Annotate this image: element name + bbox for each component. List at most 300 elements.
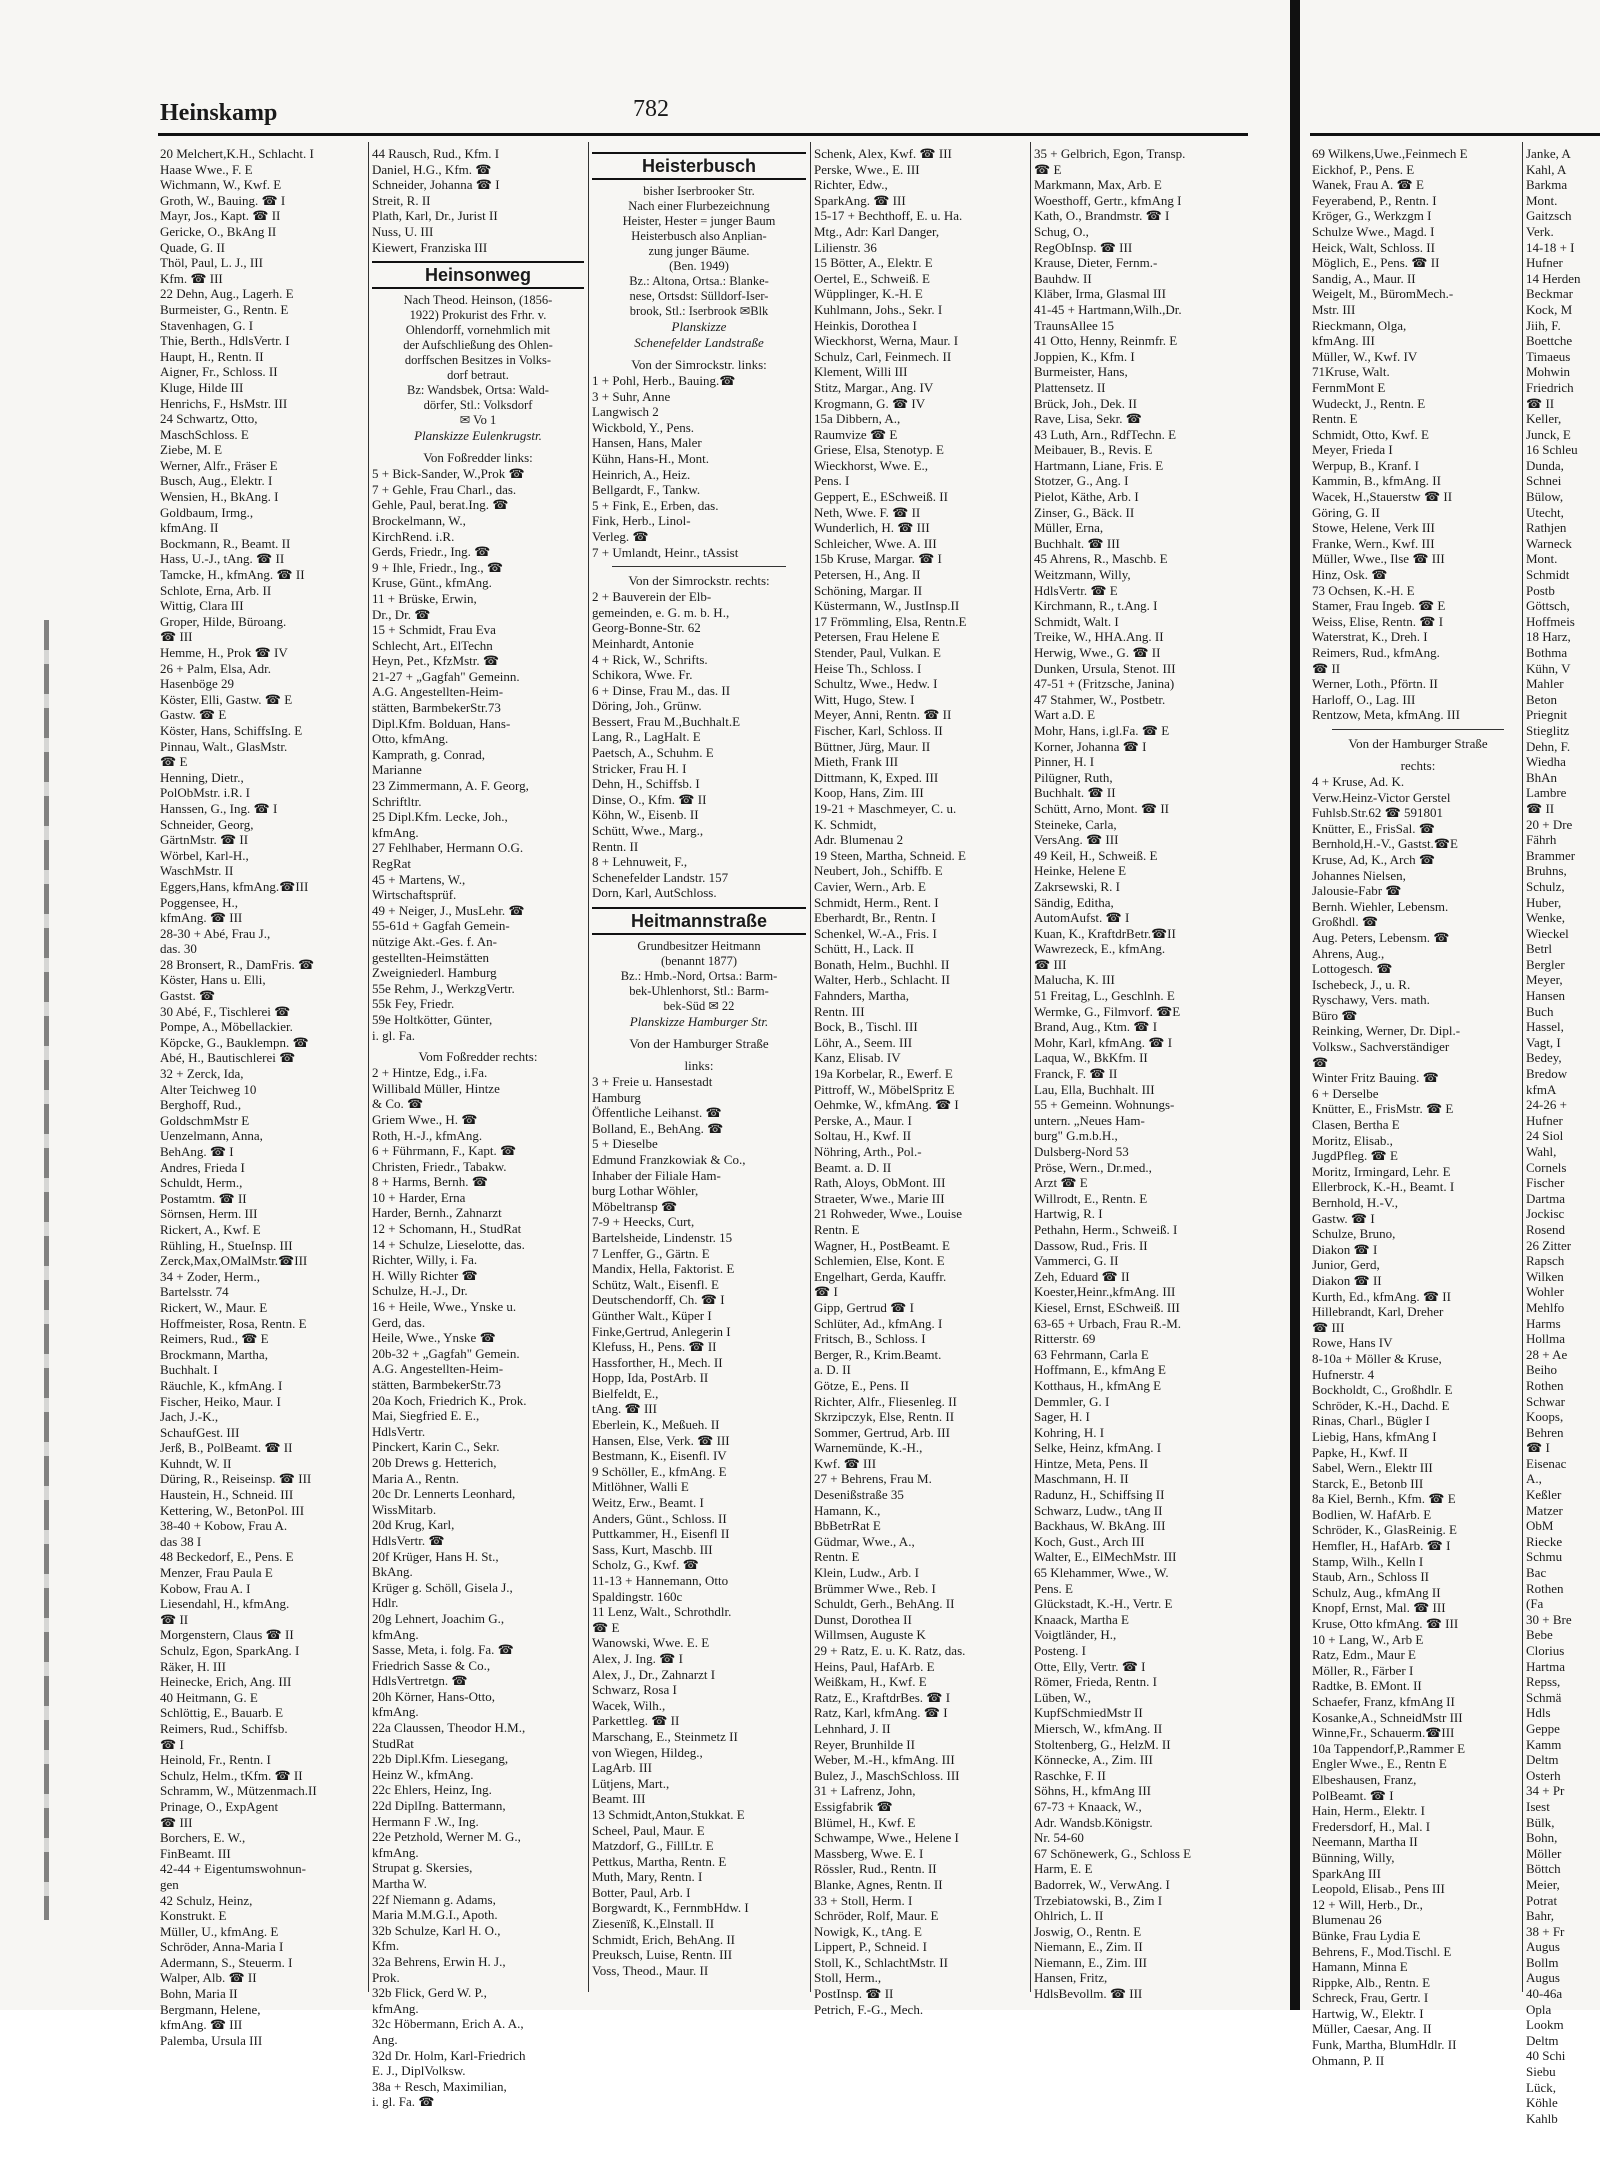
directory-entry: Stowe, Helene, Verk III bbox=[1312, 520, 1435, 536]
directory-entry: ☎ E bbox=[160, 754, 188, 770]
directory-entry: Weiss, Elise, Rentn. ☎ I bbox=[1312, 613, 1444, 629]
directory-entry: Ratz, Edm., Maur E bbox=[1312, 1647, 1416, 1663]
directory-entry: Alter Teichweg 10 bbox=[160, 1081, 257, 1097]
directory-entry: 17 Frömmling, Elsa, Rentn.E bbox=[814, 613, 967, 629]
directory-entry: Funk, Martha, BlumHdlr. II bbox=[1312, 2037, 1457, 2053]
directory-entry: Harm, E. E bbox=[1034, 1861, 1093, 1877]
directory-entry: nützige Akt.-Ges. f. An- bbox=[372, 933, 497, 949]
directory-entry: 2 + Bauverein der Elb- bbox=[592, 589, 712, 605]
street-description: der Aufschließung des Ohlen- bbox=[403, 338, 553, 353]
directory-entry: 27 Fehlhaber, Hermann O.G. bbox=[372, 840, 524, 856]
directory-entry: FernmMont E bbox=[1312, 379, 1386, 395]
directory-entry: 7 + Gehle, Frau Charl., das. bbox=[372, 481, 517, 497]
directory-entry: GoldschmMstr E bbox=[160, 1112, 250, 1128]
directory-entry: Küstermann, W., JustInsp.II bbox=[814, 598, 960, 614]
directory-entry: Weitz, Erw., Beamt. I bbox=[592, 1495, 704, 1511]
directory-entry: Hansen, Else, Verk. ☎ III bbox=[592, 1432, 730, 1448]
directory-entry: Marianne bbox=[372, 762, 422, 778]
map-reference: Schenefelder Landstraße bbox=[634, 335, 764, 350]
directory-entry: Sabel, Wern., Elektr III bbox=[1312, 1460, 1433, 1476]
directory-entry: 10a Tappendorf,P.,Rammer E bbox=[1312, 1740, 1466, 1756]
directory-entry: Clasen, Bertha E bbox=[1312, 1117, 1400, 1133]
directory-entry: 67-73 + Knaack, W., bbox=[1034, 1798, 1142, 1814]
directory-entry: Essigfabrik ☎ bbox=[814, 1798, 893, 1814]
directory-entry: 55k Fey, Friedr. bbox=[372, 996, 455, 1012]
directory-entry: 4 + Rick, W., Schrifts. bbox=[592, 651, 708, 667]
section-direction: Von der Simrockstr. links: bbox=[631, 357, 767, 372]
right-header-rule bbox=[1310, 133, 1600, 136]
directory-entry: i. gl. Fa. bbox=[372, 1027, 415, 1043]
directory-entry: Wudeckt, J., Rentn. E bbox=[1312, 395, 1426, 411]
directory-entry: Stieglitz bbox=[1526, 722, 1570, 738]
section-direction: Von der Simrockstr. rechts: bbox=[628, 573, 770, 589]
directory-entry: Petrich, F.-G., Mech. bbox=[814, 2001, 924, 2017]
directory-entry: Skrzipczyk, Else, Rentn. II bbox=[814, 1409, 955, 1425]
directory-entry: Alex, J., Dr., Zahnarzt I bbox=[592, 1666, 716, 1682]
directory-entry: Koester,Heinr.,kfmAng. III bbox=[1034, 1284, 1176, 1300]
directory-entry: Cornels bbox=[1526, 1159, 1567, 1175]
directory-entry: Hollma bbox=[1526, 1331, 1565, 1347]
directory-entry: Geppe bbox=[1526, 1720, 1560, 1736]
directory-entry: Junior, Gerd, bbox=[1312, 1257, 1380, 1273]
directory-entry: Eberhardt, Br., Rentn. I bbox=[814, 910, 936, 926]
street-description: bisher Iserbrooker Str. bbox=[643, 184, 755, 198]
directory-entry: Büttner, Jürg, Maur. II bbox=[814, 738, 931, 754]
street-description: dorf betraut. bbox=[447, 368, 509, 383]
directory-entry: Bruhns, bbox=[1526, 863, 1567, 879]
street-description: Bz: Wandsbek, Ortsa: Wald- bbox=[407, 383, 549, 398]
street-description: Grundbesitzer Heitmann bbox=[637, 939, 761, 953]
directory-entry: 7-9 + Heecks, Curt, bbox=[592, 1214, 695, 1230]
directory-entry: Rentn. E bbox=[1312, 411, 1358, 427]
directory-entry: Badorrek, W., VerwAng. I bbox=[1034, 1876, 1170, 1892]
directory-entry: Kuhndt, W. II bbox=[160, 1455, 232, 1471]
directory-entry: Rinas, Charl., Bügler I bbox=[1312, 1413, 1430, 1429]
directory-entry: Friedrich Sasse & Co., bbox=[372, 1657, 491, 1673]
directory-entry: Osterh bbox=[1526, 1767, 1561, 1783]
directory-entry: Adr. Wandsb.Königstr. bbox=[1034, 1814, 1153, 1830]
directory-entry: Räker, H. III bbox=[160, 1658, 226, 1674]
directory-entry: Leopold, Elisab., Pens III bbox=[1312, 1881, 1445, 1897]
directory-entry: BehAng. ☎ I bbox=[160, 1144, 234, 1159]
directory-entry: Schug, O., bbox=[1034, 223, 1089, 239]
directory-entry: Eisenac bbox=[1526, 1455, 1567, 1471]
directory-entry: Kurth, Ed., kfmAng. ☎ II bbox=[1312, 1288, 1451, 1304]
directory-entry: 12 + Schomann, H., StudRat bbox=[372, 1221, 522, 1237]
directory-entry: Wensien, H., BkAng. I bbox=[160, 489, 279, 505]
directory-entry: Lehnhard, J. II bbox=[814, 1720, 891, 1736]
directory-entry: Walter, Herb., Schlacht. II bbox=[814, 972, 950, 988]
directory-entry: Groth, W., Bauing. ☎ I bbox=[160, 192, 286, 208]
directory-entry: Diakon ☎ II bbox=[1312, 1272, 1382, 1288]
directory-entry: Joswig, O., Rentn. E bbox=[1034, 1923, 1142, 1939]
directory-entry: 40-46a bbox=[1526, 1986, 1563, 2002]
street-description: brook, Stl.: Iserbrook ✉Blk bbox=[629, 304, 769, 318]
directory-entry: Stoll, K., SchlachtMstr. II bbox=[814, 1954, 948, 1970]
directory-entry: kfmA bbox=[1526, 1081, 1557, 1097]
directory-entry: Kuan, K., KraftdrBetr.☎II bbox=[1034, 925, 1176, 941]
directory-entry: Köster, Elli, Gastw. ☎ E bbox=[160, 691, 293, 707]
directory-entry: Morgenstern, Claus ☎ II bbox=[160, 1627, 294, 1643]
directory-entry: HdlsBevollm. ☎ III bbox=[1034, 1986, 1143, 2002]
directory-entry: Hinz, Osk. ☎ bbox=[1312, 567, 1388, 583]
directory-entry: Lück, bbox=[1526, 2079, 1556, 2095]
directory-entry: Rothen bbox=[1526, 1377, 1564, 1393]
directory-entry: ☎ II bbox=[160, 1611, 189, 1627]
directory-entry: Möbeltransp ☎ bbox=[592, 1198, 678, 1214]
directory-entry: 5 + Dieselbe bbox=[592, 1136, 658, 1152]
directory-entry: Joppien, K., Kfm. I bbox=[1034, 348, 1135, 364]
directory-entry: Buchhalt. I bbox=[160, 1362, 218, 1378]
directory-entry: kfmAng. bbox=[372, 1844, 419, 1860]
directory-entry: Ellerbrock, K.-H., Beamt. I bbox=[1312, 1179, 1455, 1195]
directory-entry: Rentzow, Meta, kfmAng. III bbox=[1312, 707, 1460, 723]
directory-entry: Heinz W., kfmAng. bbox=[372, 1766, 474, 1782]
directory-entry: Schlemien, Else, Kont. E bbox=[814, 1253, 945, 1269]
directory-entry: Spaldingstr. 160c bbox=[592, 1588, 683, 1604]
directory-entry: Steineke, Carla, bbox=[1034, 816, 1117, 832]
directory-entry: Verw.Heinz-Victor Gerstel bbox=[1312, 789, 1451, 805]
directory-entry: Radtke, B. EMont. II bbox=[1312, 1678, 1422, 1694]
directory-entry: Treike, W., HHA.Ang. II bbox=[1034, 629, 1164, 645]
directory-entry: Müller, Wwe., Ilse ☎ III bbox=[1312, 551, 1445, 567]
directory-entry: Wörbel, Karl-H., bbox=[160, 847, 249, 863]
directory-entry: Mohr, Karl, kfmAng. ☎ I bbox=[1034, 1034, 1173, 1050]
directory-entry: Otto, kfmAng. bbox=[372, 731, 449, 747]
directory-entry: Pröse, Wern., Dr.med., bbox=[1034, 1159, 1152, 1175]
directory-entry: Meyer, bbox=[1526, 972, 1563, 988]
directory-entry: 67 Schönewerk, G., Schloss E bbox=[1034, 1845, 1192, 1861]
directory-entry: Bodlien, W. HafArb. E bbox=[1312, 1506, 1432, 1522]
directory-entry: 42-44 + Eigentumswohnun- bbox=[160, 1861, 306, 1877]
directory-entry: Meyer, Frieda I bbox=[1312, 442, 1393, 458]
directory-entry: 12 + Will, Herb., Dr., bbox=[1312, 1896, 1423, 1912]
directory-entry: Behrens, F., Mod.Tischl. E bbox=[1312, 1943, 1452, 1959]
directory-entry: 47 Stahmer, W., Postbetr. bbox=[1034, 691, 1166, 707]
directory-entry: Bestmann, K., Eisenfl. IV bbox=[592, 1448, 727, 1464]
directory-entry: Kirchmann, R., t.Ang. I bbox=[1034, 598, 1158, 614]
directory-entry: 20f Krüger, Hans H. St., bbox=[372, 1548, 499, 1564]
directory-entry: Bock, B., Tischl. III bbox=[814, 1019, 918, 1035]
directory-entry: Quade, G. II bbox=[160, 239, 225, 255]
directory-entry: RegRat bbox=[372, 856, 411, 871]
directory-entry: Pethahn, Herm., Schweiß. I bbox=[1034, 1221, 1178, 1237]
directory-entry: 20a Koch, Friedrich K., Prok. bbox=[372, 1392, 527, 1408]
directory-entry: 32 + Zerck, Ida, bbox=[160, 1066, 244, 1082]
running-head: Heinskamp bbox=[160, 100, 278, 126]
directory-entry: Berger, R., Krim.Beamt. bbox=[814, 1346, 942, 1362]
section-direction: links: bbox=[684, 1058, 714, 1073]
directory-entry: Zeh, Eduard ☎ II bbox=[1034, 1268, 1130, 1284]
directory-entry: Hufner bbox=[1526, 1112, 1563, 1128]
directory-entry: kfmAng. II bbox=[160, 520, 219, 536]
directory-entry: Liebig, Hans, kfmAng I bbox=[1312, 1428, 1437, 1444]
directory-entry: Otte, Elly, Vertr. ☎ I bbox=[1034, 1658, 1146, 1674]
directory-entry: 24-26 + bbox=[1526, 1097, 1567, 1113]
directory-entry: Volksw., Sachverständiger bbox=[1312, 1039, 1450, 1055]
directory-entry: A.G. Angestellten-Heim- bbox=[372, 1361, 504, 1377]
directory-entry: Schulz, bbox=[1526, 878, 1565, 894]
directory-entry: 34 + Zoder, Herm., bbox=[160, 1268, 260, 1284]
directory-entry: Maria M.M.G.I., Apoth. bbox=[372, 1907, 498, 1923]
directory-entry: 32d Dr. Holm, Karl-Friedrich bbox=[372, 2047, 526, 2063]
directory-entry: Jalousie-Fabr ☎ bbox=[1312, 883, 1402, 899]
directory-entry: Schröder, K., GlasReinig. E bbox=[1312, 1522, 1457, 1538]
directory-entry: Rössler, Rud., Rentn. II bbox=[814, 1861, 937, 1877]
directory-entry: Schulz, Carl, Feinmech. II bbox=[814, 348, 952, 364]
directory-entry: Schenefelder Landstr. 157 bbox=[592, 869, 729, 885]
directory-entry: Hass, U.-J., tAng. ☎ II bbox=[160, 551, 285, 567]
directory-entry: Meinhardt, Antonie bbox=[592, 635, 694, 651]
directory-entry: Hoffmann, E., kfmAng E bbox=[1034, 1362, 1166, 1378]
street-description: Bz.: Altona, Ortsa.: Blanke- bbox=[629, 274, 769, 288]
directory-entry: Friedrich bbox=[1526, 379, 1574, 395]
directory-entry: Möller bbox=[1526, 1845, 1562, 1861]
directory-entry: Rentn. II bbox=[592, 838, 639, 854]
directory-entry: Kotthaus, H., kfmAng E bbox=[1034, 1377, 1162, 1393]
street-description: dörfer, Stl.: Volksdorf bbox=[423, 398, 533, 413]
directory-entry: Bredow bbox=[1526, 1066, 1568, 1082]
directory-entry: Hain, Herm., Elektr. I bbox=[1312, 1803, 1425, 1819]
directory-entry: Reyer, Brunhilde II bbox=[814, 1736, 915, 1752]
directory-entry: Priegnit bbox=[1526, 707, 1568, 723]
directory-entry: Kühn, Hans-H., Mont. bbox=[592, 450, 709, 466]
directory-entry: Kluge, Hilde III bbox=[160, 379, 244, 395]
street-description: Heister, Hester = junger Baum bbox=[622, 214, 776, 228]
directory-entry: E. J., DiplVolksw. bbox=[372, 2063, 466, 2079]
directory-entry: Scholz, G., Kwf. ☎ bbox=[592, 1557, 699, 1573]
directory-entry: 45 + Martens, W., bbox=[372, 871, 466, 887]
directory-entry: Mstr. III bbox=[1312, 301, 1356, 317]
directory-entry: Kohring, H. I bbox=[1034, 1424, 1105, 1440]
directory-entry: tAng. ☎ III bbox=[592, 1401, 657, 1417]
directory-entry: Lookm bbox=[1526, 2017, 1564, 2033]
directory-entry: BhAn bbox=[1526, 769, 1558, 785]
directory-entry: Schwarz, Ludw., tAng II bbox=[1034, 1502, 1163, 1518]
directory-entry: 71Kruse, Walt. bbox=[1312, 364, 1390, 380]
directory-entry: Hoffmeis bbox=[1526, 613, 1575, 629]
directory-entry: Finke,Gertrud, Anlegerin I bbox=[592, 1323, 731, 1339]
directory-entry: 11-13 + Hannemann, Otto bbox=[592, 1573, 729, 1588]
directory-entry: Edmund Franzkowiak & Co., bbox=[592, 1151, 746, 1167]
directory-entry: Strupat g. Skersies, bbox=[372, 1860, 473, 1876]
street-description: Bz.: Hmb.-Nord, Ortsa.: Barm- bbox=[620, 969, 778, 983]
directory-entry: Dehn, H., Schiffsb. I bbox=[592, 776, 700, 792]
directory-entry: Günther Walt., Küper I bbox=[592, 1307, 712, 1323]
directory-entry: Berghoff, Rud., bbox=[160, 1097, 242, 1113]
directory-entry: Heick, Walt, Schloss. II bbox=[1312, 239, 1435, 255]
directory-entry: Kanz, Elisab. IV bbox=[814, 1050, 901, 1066]
directory-entry: ☎ III bbox=[1312, 1319, 1345, 1335]
directory-entry: Augus bbox=[1526, 1939, 1560, 1955]
directory-entry: gemeinden, e. G. m. b. H., bbox=[592, 604, 730, 620]
directory-entry: 9 Schöller, E., kfmAng. E bbox=[592, 1463, 727, 1479]
directory-entry: 22e Petzhold, Werner M. G., bbox=[372, 1829, 521, 1845]
directory-entry: i. gl. Fa. ☎ bbox=[372, 2094, 435, 2110]
directory-entry: Abé, H., Bautischlerei ☎ bbox=[160, 1050, 296, 1066]
directory-entry: Wohler bbox=[1526, 1284, 1564, 1300]
directory-entry: Backhaus, W. BkAng. III bbox=[1034, 1518, 1166, 1534]
directory-entry: Gipp, Gertrud ☎ I bbox=[814, 1299, 914, 1315]
directory-entry: Ziesenïß, K.,Elnstall. II bbox=[592, 1916, 715, 1932]
directory-entry: Fischer, Heiko, Maur. I bbox=[160, 1393, 281, 1409]
directory-entry: 11 Lenz, Walt., Schrothdlr. bbox=[592, 1604, 732, 1620]
directory-entry: Rentn. E bbox=[814, 1221, 860, 1237]
directory-entry: Behren bbox=[1526, 1424, 1564, 1440]
directory-entry: Lüben, W., bbox=[1034, 1689, 1092, 1705]
street-description: (Ben. 1949) bbox=[669, 259, 729, 273]
directory-entry: Rath, Aloys, ObMont. III bbox=[814, 1175, 946, 1191]
directory-entry: 40 Heitmann, G. E bbox=[160, 1689, 258, 1705]
directory-entry: StudRat bbox=[372, 1735, 414, 1751]
directory-entry: Hassel, bbox=[1526, 1019, 1564, 1035]
directory-entry: Schultz, Wwe., Hedw. I bbox=[814, 676, 938, 692]
directory-entry: 45 Ahrens, R., Maschb. E bbox=[1034, 551, 1168, 567]
directory-entry: Brück, Joh., Dek. II bbox=[1034, 395, 1137, 411]
directory-entry: 22b Dipl.Kfm. Liesegang, bbox=[372, 1751, 509, 1767]
directory-entry: A.G. Angestellten-Heim- bbox=[372, 684, 504, 700]
directory-entry: Keßler bbox=[1526, 1487, 1562, 1503]
directory-entry: Hufner bbox=[1526, 255, 1563, 271]
directory-entry: Oertel, E., Schweiß. E bbox=[814, 270, 930, 286]
directory-entry: Schulz, Helm., tKfm. ☎ II bbox=[160, 1767, 303, 1783]
directory-entry: Rickert, A., Kwf. E bbox=[160, 1221, 261, 1237]
directory-entry: kfmAng. bbox=[372, 2000, 419, 2016]
section-direction: rechts: bbox=[1400, 757, 1436, 773]
directory-entry: Bahr, bbox=[1526, 1908, 1554, 1924]
directory-entry: Potrat bbox=[1526, 1892, 1558, 1908]
directory-entry: Pens. I bbox=[814, 473, 850, 489]
directory-entry: Walter, E., ElMechMstr. III bbox=[1034, 1549, 1177, 1565]
directory-entry: 3 + Suhr, Anne bbox=[592, 388, 671, 404]
directory-entry: Adermann, S., Steuerm. I bbox=[160, 1954, 293, 1970]
directory-entry: Werpup, B., Kranf. I bbox=[1312, 457, 1419, 473]
directory-entry: untern. „Neues Ham- bbox=[1034, 1112, 1145, 1128]
directory-entry: 10 + Lang, W., Arb E bbox=[1312, 1631, 1424, 1647]
directory-entry: Hdls bbox=[1526, 1705, 1551, 1721]
directory-entry: 2 + Hintze, Edg., i.Fa. bbox=[372, 1065, 488, 1081]
directory-entry: Wunderlich, H. ☎ III bbox=[814, 520, 930, 536]
directory-entry: Schulz, Egon, SparkAng. I bbox=[160, 1643, 300, 1658]
directory-entry: Haustein, H., Schneid. III bbox=[160, 1487, 294, 1503]
column-rule bbox=[368, 142, 369, 1992]
directory-entry: Schriftltr. bbox=[372, 793, 422, 809]
directory-entry: Gastst. ☎ bbox=[160, 988, 216, 1004]
directory-entry: Lippert, P., Schneid. I bbox=[814, 1939, 928, 1955]
directory-entry: Timaeus bbox=[1526, 348, 1571, 364]
directory-entry: Kruse, Günt., kfmAng. bbox=[372, 575, 492, 591]
directory-entry: gen bbox=[160, 1876, 179, 1892]
directory-entry: 59e Holtkötter, Günter, bbox=[372, 1011, 493, 1027]
directory-entry: Alex, J. Ing. ☎ I bbox=[592, 1650, 683, 1666]
directory-entry: Elbeshausen, Franz, bbox=[1312, 1771, 1417, 1787]
directory-entry: Malucha, K. III bbox=[1034, 972, 1115, 988]
directory-entry: Nowigk, K., tAng. E bbox=[814, 1923, 922, 1939]
directory-entry: 32c Höbermann, Erich A. A., bbox=[372, 2016, 524, 2032]
directory-entry: Korner, Johanna ☎ I bbox=[1034, 738, 1147, 754]
directory-entry: Dipl.Kfm. Bolduan, Hans- bbox=[372, 715, 511, 731]
directory-entry: Müller, W., Kwf. IV bbox=[1312, 348, 1418, 364]
directory-entry: Hillebrandt, Karl, Dreher bbox=[1312, 1304, 1444, 1320]
directory-entry: Herwig, Wwe., G. ☎ II bbox=[1034, 645, 1161, 660]
directory-entry: Matzdorf, G., FillLtr. E bbox=[592, 1838, 714, 1854]
directory-entry: 18 Harz, bbox=[1526, 629, 1571, 645]
directory-entry: Clorius bbox=[1526, 1643, 1565, 1658]
directory-entry: Schnei bbox=[1526, 473, 1562, 489]
directory-entry: Betrl bbox=[1526, 941, 1552, 957]
directory-entry: Verk. bbox=[1526, 223, 1554, 239]
directory-entry: Stoll, Herm., bbox=[814, 1970, 882, 1986]
directory-entry: Kröger, G., Werkzgm I bbox=[1312, 208, 1432, 224]
directory-entry: Niemann, E., Zim. II bbox=[1034, 1939, 1143, 1955]
directory-entry: Buchhalt. ☎ III bbox=[1034, 535, 1120, 551]
directory-entry: Krause, Dieter, Fernm.- bbox=[1034, 255, 1158, 271]
directory-entry: ☎ III bbox=[160, 1814, 193, 1830]
directory-entry: Wieckhorst, Werna, Maur. I bbox=[814, 333, 959, 349]
directory-entry: Raumvize ☎ E bbox=[814, 426, 898, 442]
directory-entry: Richter, Alfr., Fliesenleg. II bbox=[814, 1393, 957, 1409]
directory-entry: Miersch, W., kfmAng. II bbox=[1034, 1720, 1163, 1736]
directory-column-5 bbox=[1034, 146, 1246, 2002]
directory-entry: Schlüter, Ad., kfmAng. I bbox=[814, 1315, 943, 1331]
directory-entry: Rieckmann, Olga, bbox=[1312, 317, 1407, 333]
directory-entry: Rapsch bbox=[1526, 1253, 1565, 1269]
directory-entry: Möglich, E., Pens. ☎ II bbox=[1312, 255, 1440, 271]
directory-entry: Sass, Kurt, Maschb. III bbox=[592, 1541, 713, 1557]
directory-entry: Kobow, Frau A. I bbox=[160, 1580, 251, 1596]
directory-entry: Rathjen bbox=[1526, 520, 1567, 536]
directory-entry: Weißkam, H., Kwf. E bbox=[814, 1674, 927, 1690]
directory-entry: ☎ bbox=[1312, 1054, 1329, 1070]
directory-entry: Meyer, Anni, Rentn. ☎ II bbox=[814, 707, 952, 723]
directory-entry: Wieckhorst, Wwe. E., bbox=[814, 457, 929, 473]
directory-entry: Willmsen, Auguste K bbox=[814, 1627, 926, 1643]
directory-entry: 20c Dr. Lennerts Leonhard, bbox=[372, 1486, 516, 1502]
directory-entry: Voigtländer, H., bbox=[1034, 1627, 1117, 1643]
directory-entry: Sasse, Meta, i. folg. Fa. ☎ bbox=[372, 1642, 514, 1658]
directory-entry: Bebe bbox=[1526, 1627, 1553, 1643]
directory-entry: 20d Krug, Karl, bbox=[372, 1517, 455, 1533]
directory-entry: das. 30 bbox=[160, 941, 197, 957]
directory-entry: Utecht, bbox=[1526, 504, 1564, 520]
directory-entry: Wacek, H.,Stauerstw ☎ II bbox=[1312, 489, 1453, 505]
section-direction: Vom Foßredder rechts: bbox=[418, 1049, 538, 1065]
directory-entry: PostInsp. ☎ II bbox=[814, 1986, 894, 2002]
directory-entry: Harms bbox=[1526, 1315, 1561, 1331]
directory-entry: Pittroff, W., MöbelSpritz E bbox=[814, 1081, 955, 1097]
directory-entry: Stoltenberg, G., HelzM. II bbox=[1034, 1736, 1171, 1752]
directory-entry: Kettering, W., BetonPol. III bbox=[160, 1502, 305, 1518]
directory-entry: Fahnders, Martha, bbox=[814, 988, 909, 1004]
directory-entry: Wiedha bbox=[1526, 754, 1566, 770]
directory-entry: Müller, U., kfmAng. E bbox=[160, 1923, 279, 1939]
directory-column-7 bbox=[1526, 146, 1600, 2126]
directory-entry: Gaitzsch bbox=[1526, 208, 1572, 224]
directory-entry: Kfm. bbox=[372, 1938, 400, 1954]
directory-entry: Wanek, Frau A. ☎ E bbox=[1312, 177, 1424, 193]
directory-entry: Blanke, Agnes, Rentn. II bbox=[814, 1876, 943, 1892]
directory-entry: Henning, Dietr., bbox=[160, 769, 244, 785]
directory-entry: Schaefer, Franz, kfmAng II bbox=[1312, 1694, 1455, 1709]
directory-entry: Meier, bbox=[1526, 1876, 1560, 1892]
directory-entry: Bollm bbox=[1526, 1954, 1559, 1970]
directory-entry: FinBeamt. III bbox=[160, 1845, 231, 1861]
street-description: zung junger Bäume. bbox=[648, 244, 750, 258]
directory-entry: Krogmann, G. ☎ IV bbox=[814, 395, 926, 411]
directory-entry: Koch, Gust., Arch III bbox=[1034, 1533, 1145, 1549]
directory-entry: Jockisc bbox=[1526, 1206, 1565, 1222]
directory-entry: Feyerabend, P., Rentn. I bbox=[1312, 192, 1437, 208]
